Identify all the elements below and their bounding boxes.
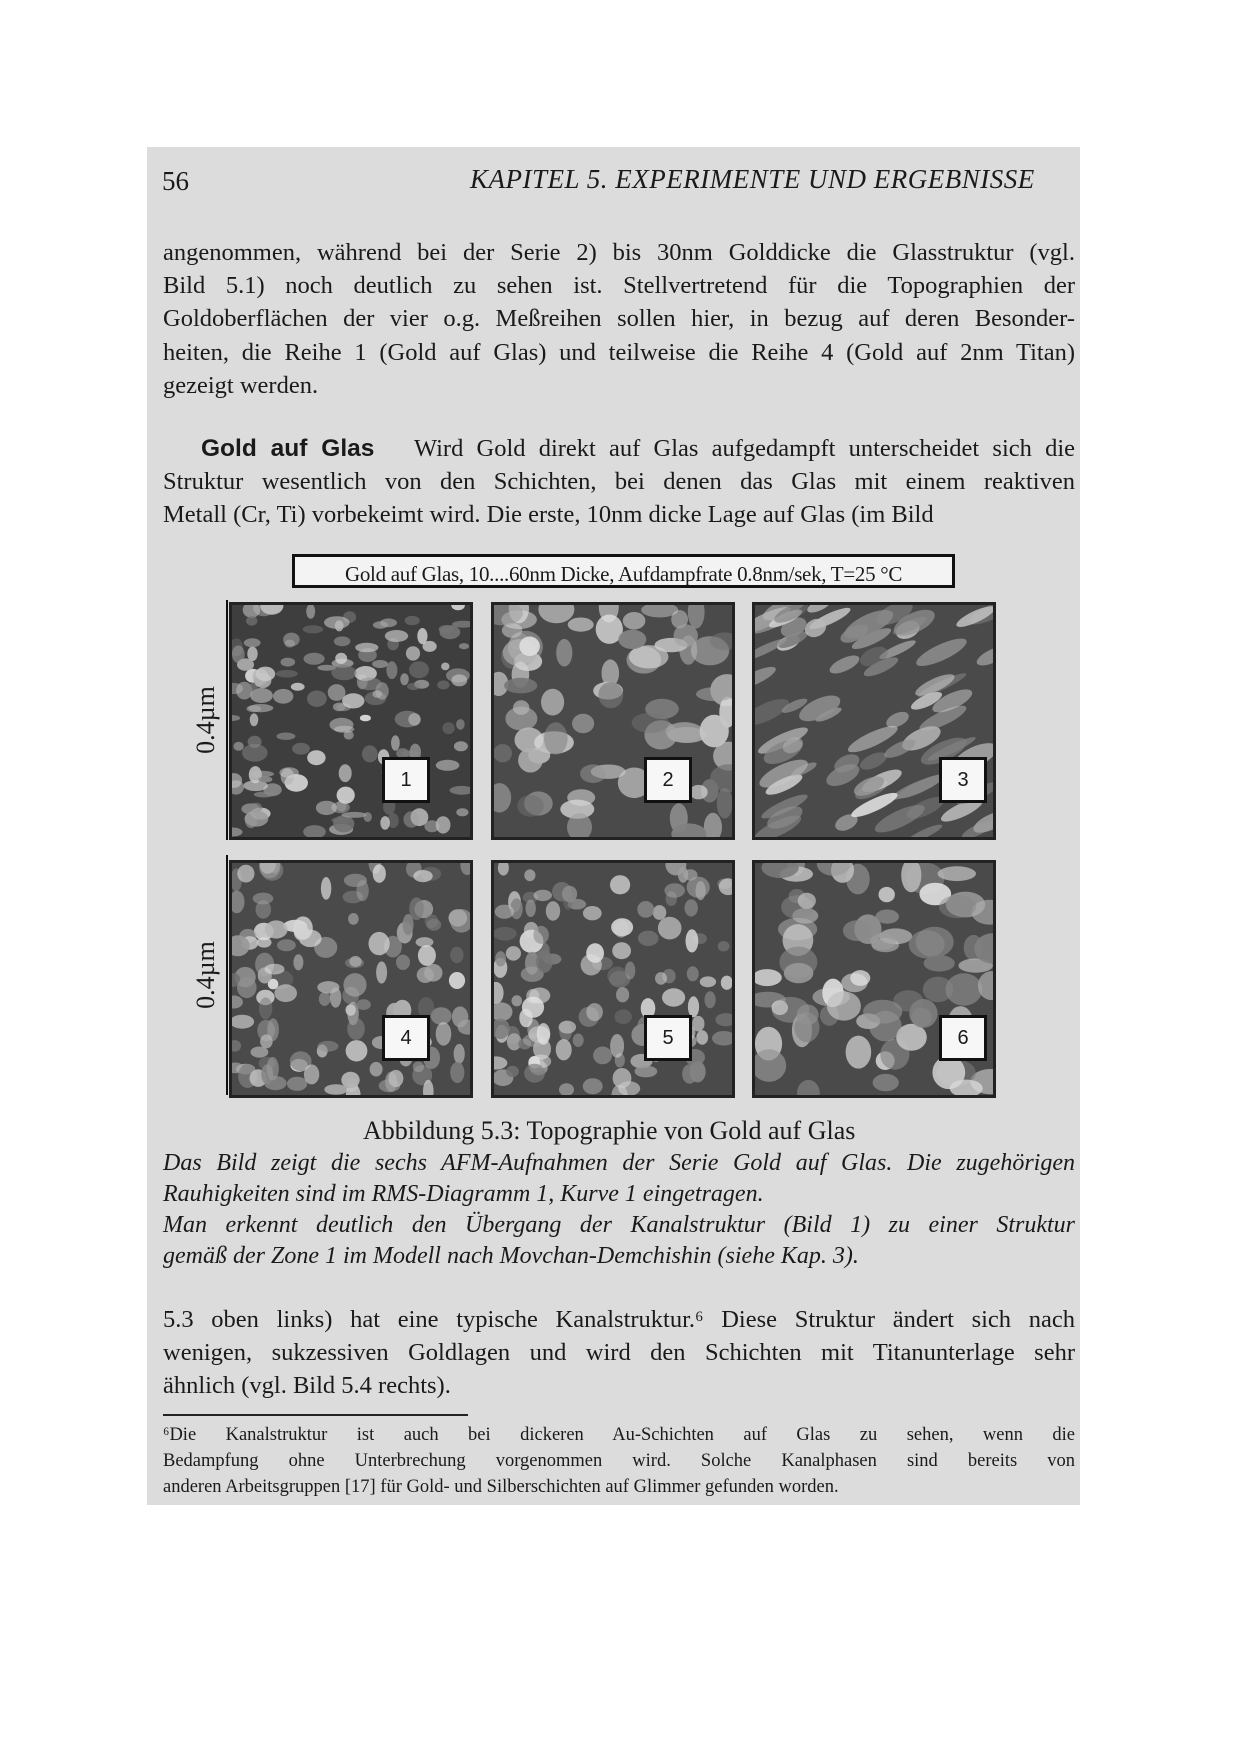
scale-line bbox=[226, 855, 228, 1095]
section-paragraph bbox=[163, 432, 1075, 532]
footnote bbox=[163, 1422, 1075, 1500]
scale-line bbox=[226, 600, 228, 840]
caption-line: Das Bild zeigt die sechs AFM-Aufnahmen der Serie Gold auf Glas. Die zugehörigen bbox=[163, 1150, 1075, 1176]
scale-label: 0.4µm bbox=[191, 686, 220, 754]
afm-image-4 bbox=[229, 860, 473, 1098]
scale-label: 0.4µm bbox=[191, 941, 220, 1009]
footnote-rule bbox=[163, 1414, 468, 1416]
figure-title: Abbildung 5.3: Topographie von Gold auf Glas bbox=[363, 1116, 856, 1145]
panel-number: 5 bbox=[644, 1015, 692, 1061]
intro-paragraph bbox=[163, 236, 1075, 402]
afm-image-5 bbox=[491, 860, 735, 1098]
text-line: Struktur wesentlich von den Schichten, bei denen das Glas mit einem reaktiven bbox=[163, 468, 1075, 496]
footnote-line: anderen Arbeitsgruppen [17] für Gold- und Silberschichten auf Glimmer gefunden worden. bbox=[163, 1477, 839, 1497]
text-line: angenommen, während bei der Serie 2) bis 30nm Golddicke die Glasstruktur (vgl. bbox=[163, 239, 1075, 266]
running-head: KAPITEL 5. EXPERIMENTE UND ERGEBNISSE bbox=[470, 164, 1035, 194]
caption-line: Rauhigkeiten sind im RMS-Diagramm 1, Kurve 1 eingetragen. bbox=[163, 1181, 764, 1207]
text-line: ähnlich (vgl. Bild 5.4 rechts). bbox=[163, 1372, 451, 1400]
panel-number: 6 bbox=[939, 1015, 987, 1061]
footnote-line: Bedampfung ohne Unterbrechung vorgenommen wird. Solche Kanalphasen sind bereits von bbox=[163, 1451, 1075, 1471]
afm-image-3 bbox=[752, 602, 996, 840]
figure-caption bbox=[163, 1148, 1075, 1272]
footnote-line: ⁶Die Kanalstruktur ist auch bei dickeren Au-Schichten auf Glas zu sehen, wenn die bbox=[163, 1425, 1075, 1445]
caption-line: gemäß der Zone 1 im Modell nach Movchan-Demchishin (siehe Kap. 3). bbox=[163, 1243, 859, 1269]
continuation-paragraph bbox=[163, 1303, 1075, 1403]
text-line: Goldoberflächen der vier o.g. Meßreihen sollen hier, in bezug auf deren Besonder- bbox=[163, 305, 1075, 333]
text-line: Metall (Cr, Ti) vorbekeimt wird. Die erste, 10nm dicke Lage auf Glas (im Bild bbox=[163, 501, 934, 529]
text-line: wenigen, sukzessiven Goldlagen und wird den Schichten mit Titanunterlage sehr bbox=[163, 1339, 1075, 1367]
figure-banner: Gold auf Glas, 10....60nm Dicke, Aufdampfrate 0.8nm/sek, T=25 °C bbox=[292, 554, 955, 588]
run-in-heading: Gold auf Glas bbox=[201, 435, 375, 462]
text-line: heiten, die Reihe 1 (Gold auf Glas) und teilweise die Reihe 4 (Gold auf 2nm Titan) bbox=[163, 338, 1075, 366]
afm-image-6 bbox=[752, 860, 996, 1098]
text-line-rest: Wird Gold direkt auf Glas aufgedampft unterscheidet sich die bbox=[413, 435, 1076, 462]
text-line: Bild 5.1) noch deutlich zu sehen ist. Stellvertretend für die Topographien der bbox=[163, 272, 1075, 300]
page-number: 56 bbox=[162, 166, 189, 196]
panel-number: 2 bbox=[644, 757, 692, 803]
afm-image-2 bbox=[491, 602, 735, 840]
text-line: 5.3 oben links) hat eine typische Kanalstruktur.⁶ Diese Struktur ändert sich nach bbox=[163, 1306, 1075, 1333]
panel-number: 3 bbox=[939, 757, 987, 803]
afm-image-1 bbox=[229, 602, 473, 840]
panel-number: 1 bbox=[382, 757, 430, 803]
text-line: gezeigt werden. bbox=[163, 371, 319, 399]
caption-line: Man erkennt deutlich den Übergang der Kanalstruktur (Bild 1) zu einer Struktur bbox=[163, 1212, 1075, 1238]
text-line bbox=[163, 432, 1075, 465]
panel-number: 4 bbox=[382, 1015, 430, 1061]
